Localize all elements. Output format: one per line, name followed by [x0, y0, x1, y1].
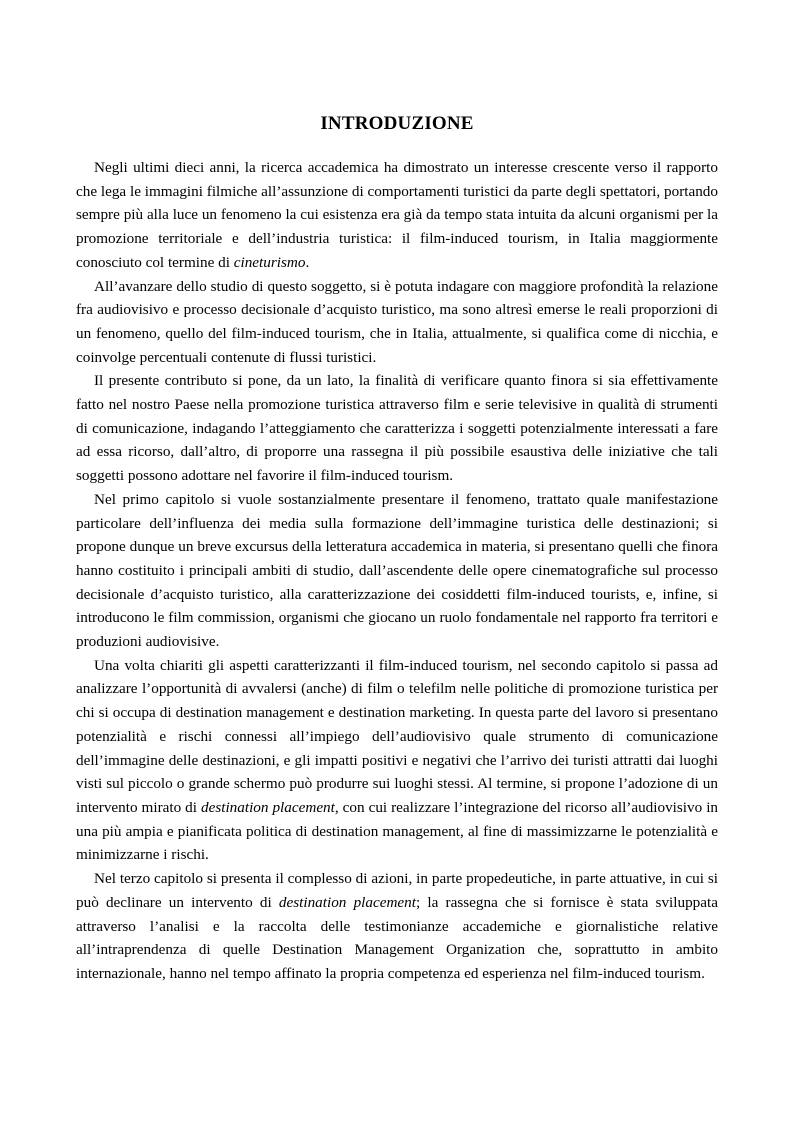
- term-cineturismo: cineturismo: [233, 253, 306, 271]
- term-destination-placement: destination placement: [200, 798, 335, 816]
- term-destination-placement: destination placement: [278, 893, 416, 911]
- paragraph-5: [76, 654, 718, 867]
- document-page: [76, 112, 718, 986]
- paragraph-5-text: Una volta chiariti gli aspetti caratterizzanti il film-induced tourism, nel secondo capitolo si passa ad analizzare l’opportunità di avvalersi (anche) di film o telefilm nelle politiche di promozione turistica per chi si occupa di destination management e destination marketing. In questa parte del lavoro si presentano potenzialità e rischi connessi all’impiego dell’audiovisivo quale strumento di comunicazione dell’immagine delle destinazioni, e gli impatti positivi e negativi che l’arrivo dei turisti attratti dai luoghi visti sul piccolo o grande schermo può produrre sui luoghi stessi. Al termine, si propone l’adozione di un intervento mirato di: [76, 656, 718, 816]
- paragraph-4: Nel primo capitolo si vuole sostanzialmente presentare il fenomeno, trattato quale manifestazione particolare dell’influenza dei media sulla formazione dell’immagine turistica delle destinazioni; si propone dunque un breve excursus della letteratura accademica in materia, si presentano quelli che finora hanno costituito i principali ambiti di studio, dall’ascendente delle opere cinematografiche sul processo decisionale d’acquisto turistico, alla caratterizzazione dei cosiddetti film-induced tourists, e, infine, si introducono le film commission, organismi che giocano un ruolo fondamentale nel rapporto fra territori e produzioni audiovisive.: [76, 490, 718, 651]
- paragraph-5-end: , con cui realizzare l’integrazione del ricorso all’audiovisivo in una più ampia e pianificata politica di destination management, al fine di massimizzarne le potenzialità e minimizzarne i rischi.: [76, 798, 719, 864]
- page-title: INTRODUZIONE: [320, 113, 474, 134]
- paragraph-6-end: ; la rassegna che si fornisce è stata sviluppata attraverso l’analisi e la raccolta delle testimonianze accademiche e giornalistiche relative all’intraprendenza di quelle Destination Management Organization che, soprattutto in ambito internazionale, hanno nel tempo affinato la propria competenza ed esperienza nel film-induced tourism.: [76, 893, 718, 982]
- paragraph-6: [76, 867, 718, 986]
- paragraph-1: [76, 156, 718, 275]
- paragraph-6-text: Nel terzo capitolo si presenta il complesso di azioni, in parte propedeutiche, in parte attuative, in cui si può declinare un intervento di: [76, 870, 718, 911]
- paragraph-2: All’avanzare dello studio di questo soggetto, si è potuta indagare con maggiore profondità la relazione fra audiovisivo e processo decisionale d’acquisto turistico, ma sono altresì emerse le reali proporzioni di un fenomeno, quello del film-induced tourism, che in Italia, attualmente, si qualifica come di nicchia, e coinvolge percentuali contenute di flussi turistici.: [76, 277, 718, 366]
- paragraph-3: Il presente contributo si pone, da un lato, la finalità di verificare quanto finora si sia effettivamente fatto nel nostro Paese nella promozione turistica attraverso film e serie televisive in qualità di strumenti di comunicazione, indagando l’atteggiamento che caratterizza i soggetti potenzialmente interessati a fare ad essa ricorso, dall’altro, di proporre una rassegna il più possibile esaustiva delle iniziative che tali soggetti possono adottare nel favorire il film-induced tourism.: [76, 372, 718, 485]
- paragraph-1-text: Negli ultimi dieci anni, la ricerca accademica ha dimostrato un interesse crescente verso il rapporto che lega le immagini filmiche all’assunzione di comportamenti turistici da parte degli spettatori, portando sempre più alla luce un fenomeno la cui esistenza era già da tempo stata intuita da alcuni organismi per la promozione territoriale e dell’industria turistica: il film-induced tourism, in Italia maggiormente conosciuto col termine di: [76, 159, 718, 271]
- paragraph-1-end: .: [305, 253, 310, 271]
